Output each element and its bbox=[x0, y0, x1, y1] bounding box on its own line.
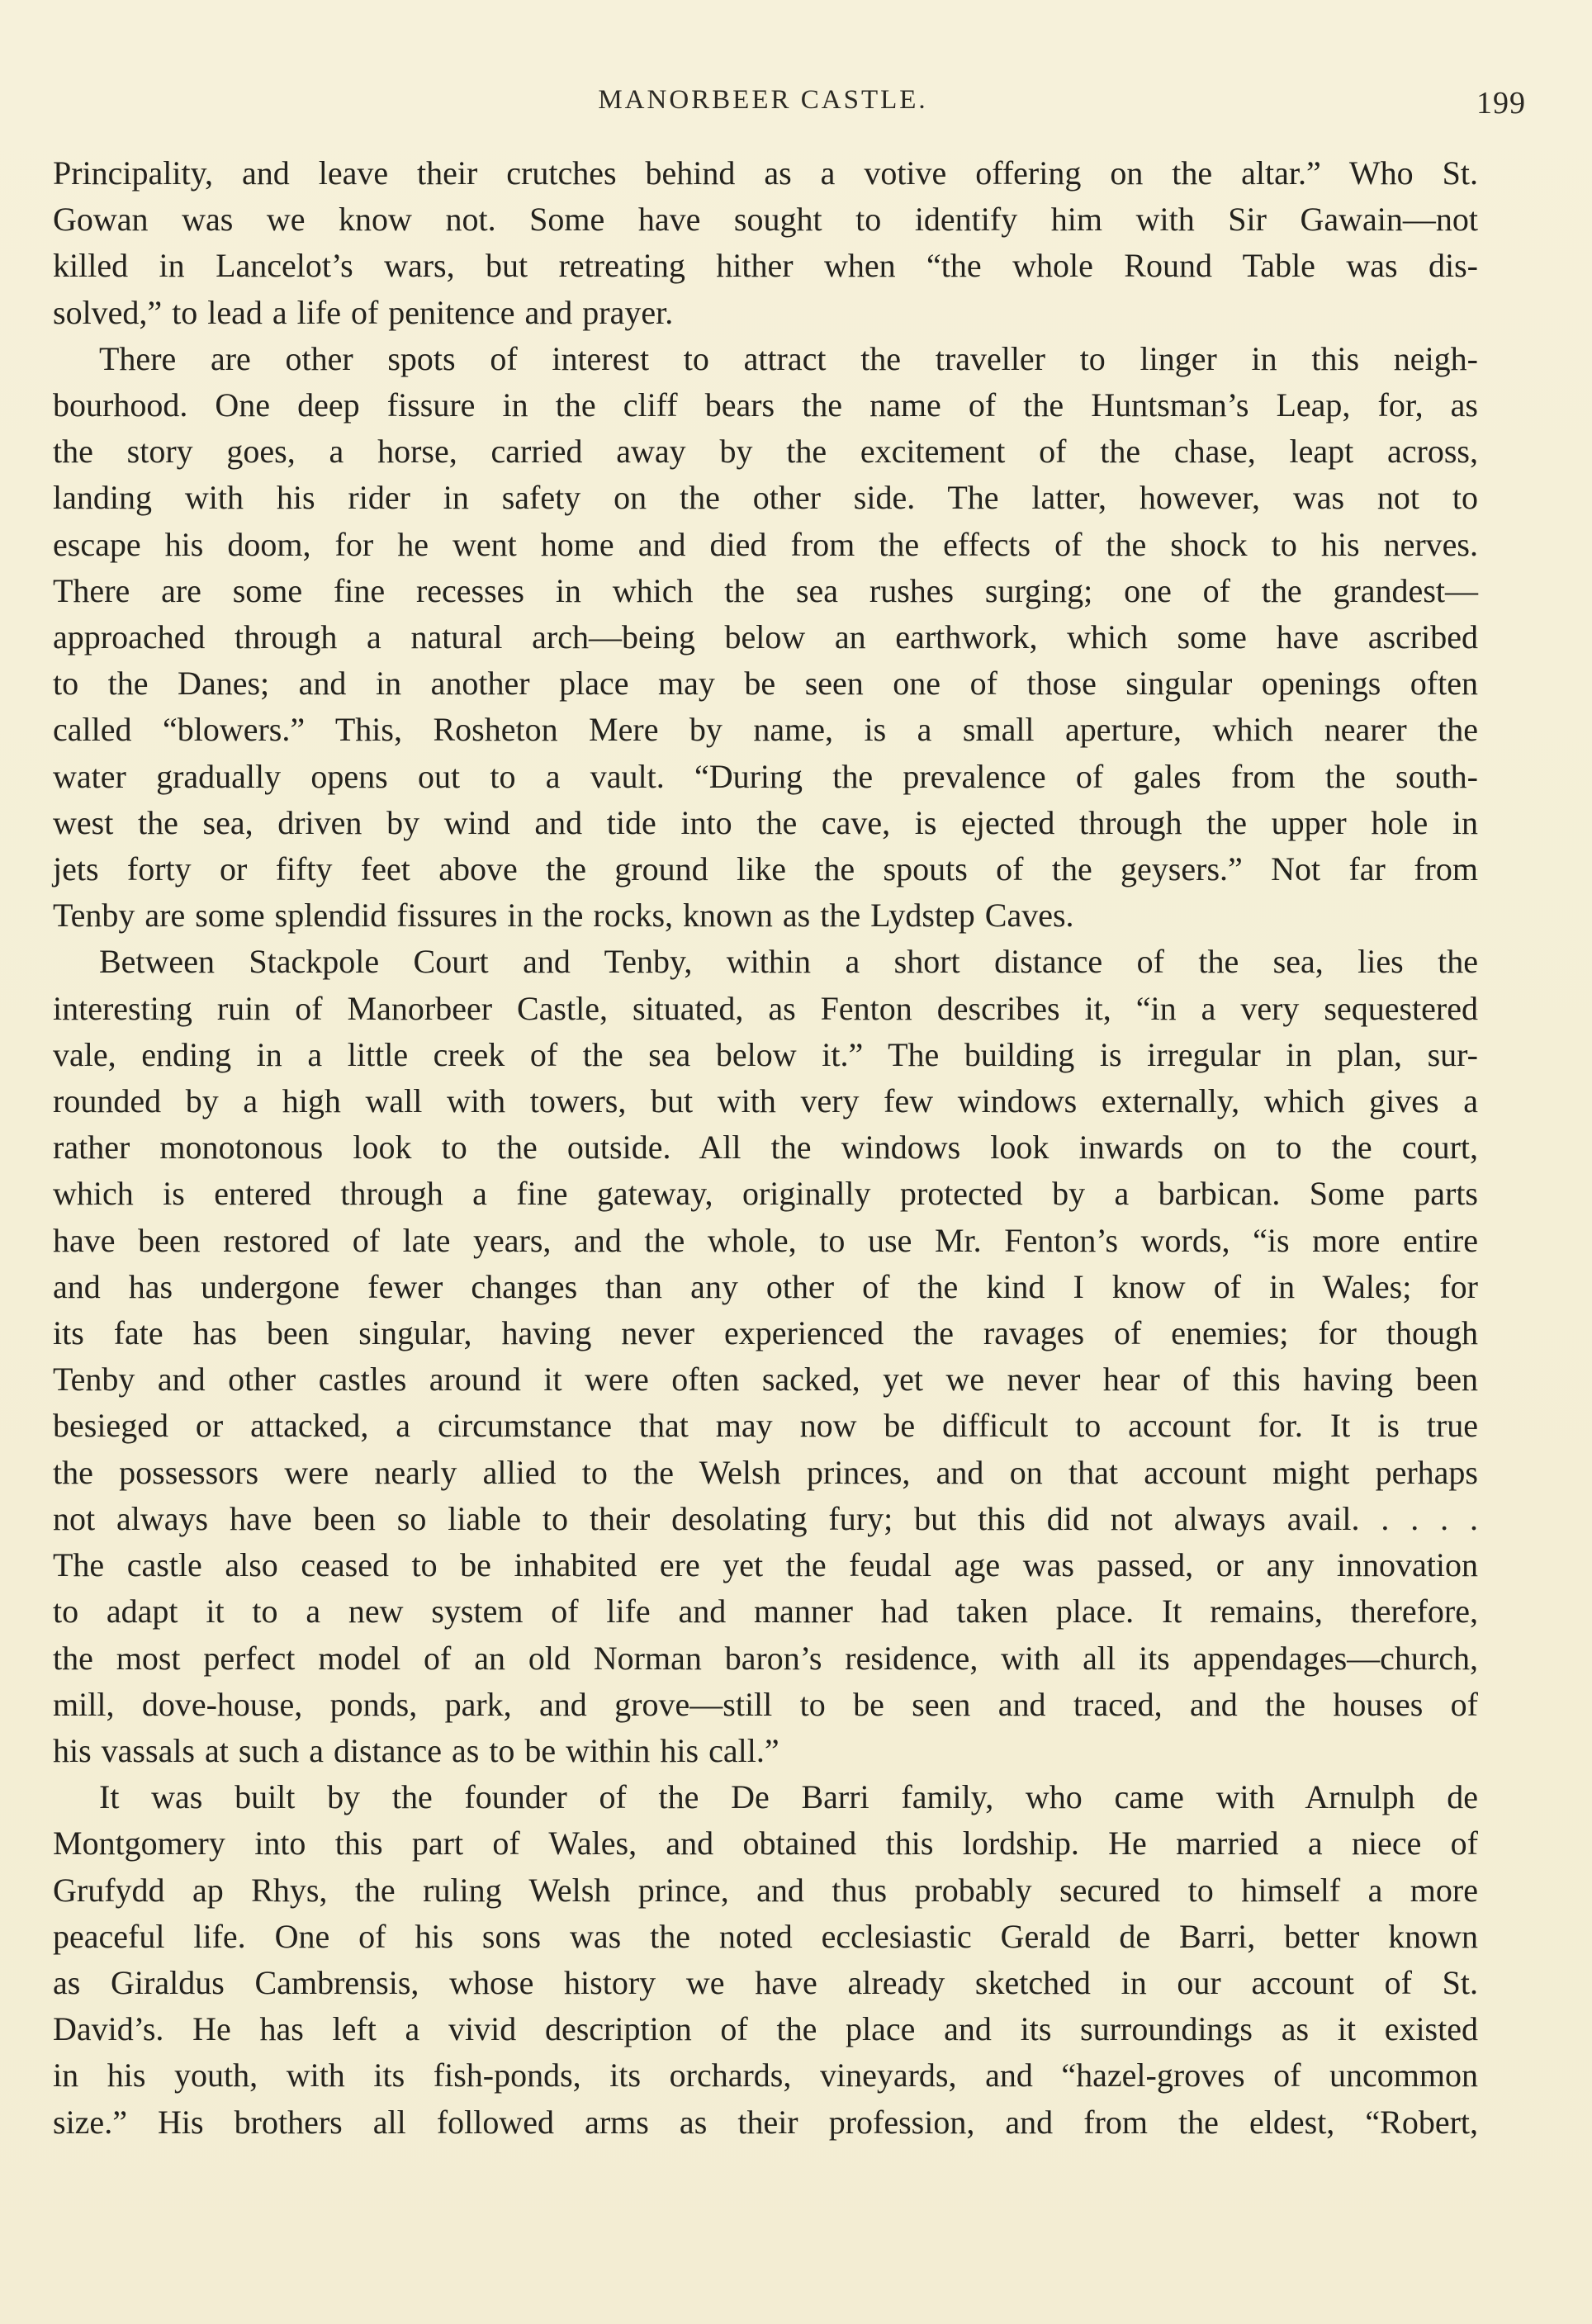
text-line: Between Stackpole Court and Tenby, within a short distance of the sea, lies the bbox=[99, 943, 1478, 981]
text-line: mill, dove-house, ponds, park, and grove—still to be seen and traced, and the houses of bbox=[53, 1685, 1478, 1723]
text-line: called “blowers.” This, Rosheton Mere by name, is a small aperture, which nearer the bbox=[53, 711, 1478, 749]
text-line: its fate has been singular, having never experienced the ravages of enemies; for though bbox=[53, 1314, 1478, 1352]
text-line: It was built by the founder of the De Barri family, who came with Arnulph de bbox=[99, 1778, 1478, 1816]
text-line: landing with his rider in safety on the other side. The latter, however, was not to bbox=[53, 479, 1478, 517]
text-line: as Giraldus Cambrensis, whose history we have already sketched in our account of St. bbox=[53, 1963, 1478, 2001]
text-line: have been restored of late years, and the whole, to use Mr. Fenton’s words, “is more entire bbox=[53, 1221, 1478, 1259]
text-line: jets forty or fifty feet above the ground like the spouts of the geysers.” Not far from bbox=[53, 850, 1478, 888]
text-line: his vassals at such a distance as to be within his call.” bbox=[53, 1731, 779, 1769]
text-line: The castle also ceased to be inhabited ere yet the feudal age was passed, or any innovation bbox=[53, 1546, 1478, 1584]
text-line: peaceful life. One of his sons was the noted ecclesiastic Gerald de Barri, better known bbox=[53, 1917, 1478, 1955]
text-line: There are some fine recesses in which the sea rushes surging; one of the grandest— bbox=[53, 571, 1478, 609]
text-line: Tenby are some splendid fissures in the rocks, known as the Lydstep Caves. bbox=[53, 897, 1074, 935]
text-line: rounded by a high wall with towers, but with very few windows externally, which gives a bbox=[53, 1082, 1478, 1120]
text-line: water gradually opens out to a vault. “During the prevalence of gales from the south- bbox=[53, 757, 1478, 795]
text-line: escape his doom, for he went home and died from the effects of the shock to his nerves. bbox=[53, 525, 1478, 563]
text-line: the most perfect model of an old Norman baron’s residence, with all its appendages—church, bbox=[53, 1639, 1478, 1677]
text-line: the story goes, a horse, carried away by the excitement of the chase, leapt across, bbox=[53, 433, 1478, 471]
text-line: bourhood. One deep fissure in the cliff bears the name of the Huntsman’s Leap, for, as bbox=[53, 386, 1478, 424]
page-number: 199 bbox=[1476, 86, 1526, 121]
text-line: approached through a natural arch—being below an earthwork, which some have ascribed bbox=[53, 618, 1478, 656]
text-line: which is entered through a fine gateway, originally protected by a barbican. Some parts bbox=[53, 1175, 1478, 1213]
text-line: in his youth, with its fish-ponds, its orchards, vineyards, and “hazel-groves of uncommon bbox=[53, 2057, 1478, 2094]
text-line: and has undergone fewer changes than any other of the kind I know of in Wales; for bbox=[53, 1267, 1478, 1305]
running-title: MANORBEER CASTLE. bbox=[598, 85, 928, 115]
text-line: interesting ruin of Manorbeer Castle, situated, as Fenton describes it, “in a very sequestered bbox=[53, 989, 1478, 1027]
text-line: Principality, and leave their crutches behind as a votive offering on the altar.” Who St. bbox=[53, 154, 1478, 192]
text-line: vale, ending in a little creek of the sea below it.” The building is irregular in plan, sur- bbox=[53, 1035, 1478, 1073]
text-line: Montgomery into this part of Wales, and obtained this lordship. He married a niece of bbox=[53, 1825, 1478, 1863]
text-line: rather monotonous look to the outside. All the windows look inwards on to the court, bbox=[53, 1129, 1478, 1167]
running-head bbox=[53, 79, 1526, 121]
text-line: west the sea, driven by wind and tide into the cave, is ejected through the upper hole in bbox=[53, 803, 1478, 841]
text-line: to adapt it to a new system of life and manner had taken place. It remains, therefore, bbox=[53, 1593, 1478, 1631]
text-line: size.” His brothers all followed arms as their profession, and from the eldest, “Robert, bbox=[53, 2103, 1478, 2141]
text-line: Tenby and other castles around it were often sacked, yet we never hear of this having been bbox=[53, 1361, 1478, 1399]
text-line: solved,” to lead a life of penitence and prayer. bbox=[53, 293, 674, 331]
text-line: Grufydd ap Rhys, the ruling Welsh prince, and thus probably secured to himself a more bbox=[53, 1871, 1478, 1909]
text-line: David’s. He has left a vivid description of the place and its surroundings as it existed bbox=[53, 2010, 1478, 2048]
text-line: killed in Lancelot’s wars, but retreating hither when “the whole Round Table was dis- bbox=[53, 247, 1478, 285]
text-line: not always have been so liable to their desolating fury; but this did not always avail. . . . . bbox=[53, 1499, 1478, 1537]
text-line: to the Danes; and in another place may be seen one of those singular openings often bbox=[53, 665, 1478, 703]
text-line: besieged or attacked, a circumstance that may now be difficult to account for. It is true bbox=[53, 1407, 1478, 1445]
text-line: Gowan was we know not. Some have sought to identify him with Sir Gawain—not bbox=[53, 201, 1478, 239]
text-line: the possessors were nearly allied to the Welsh princes, and on that account might perhaps bbox=[53, 1453, 1478, 1491]
text-line: There are other spots of interest to attract the traveller to linger in this neigh- bbox=[99, 339, 1478, 377]
body-text bbox=[53, 150, 1478, 2146]
